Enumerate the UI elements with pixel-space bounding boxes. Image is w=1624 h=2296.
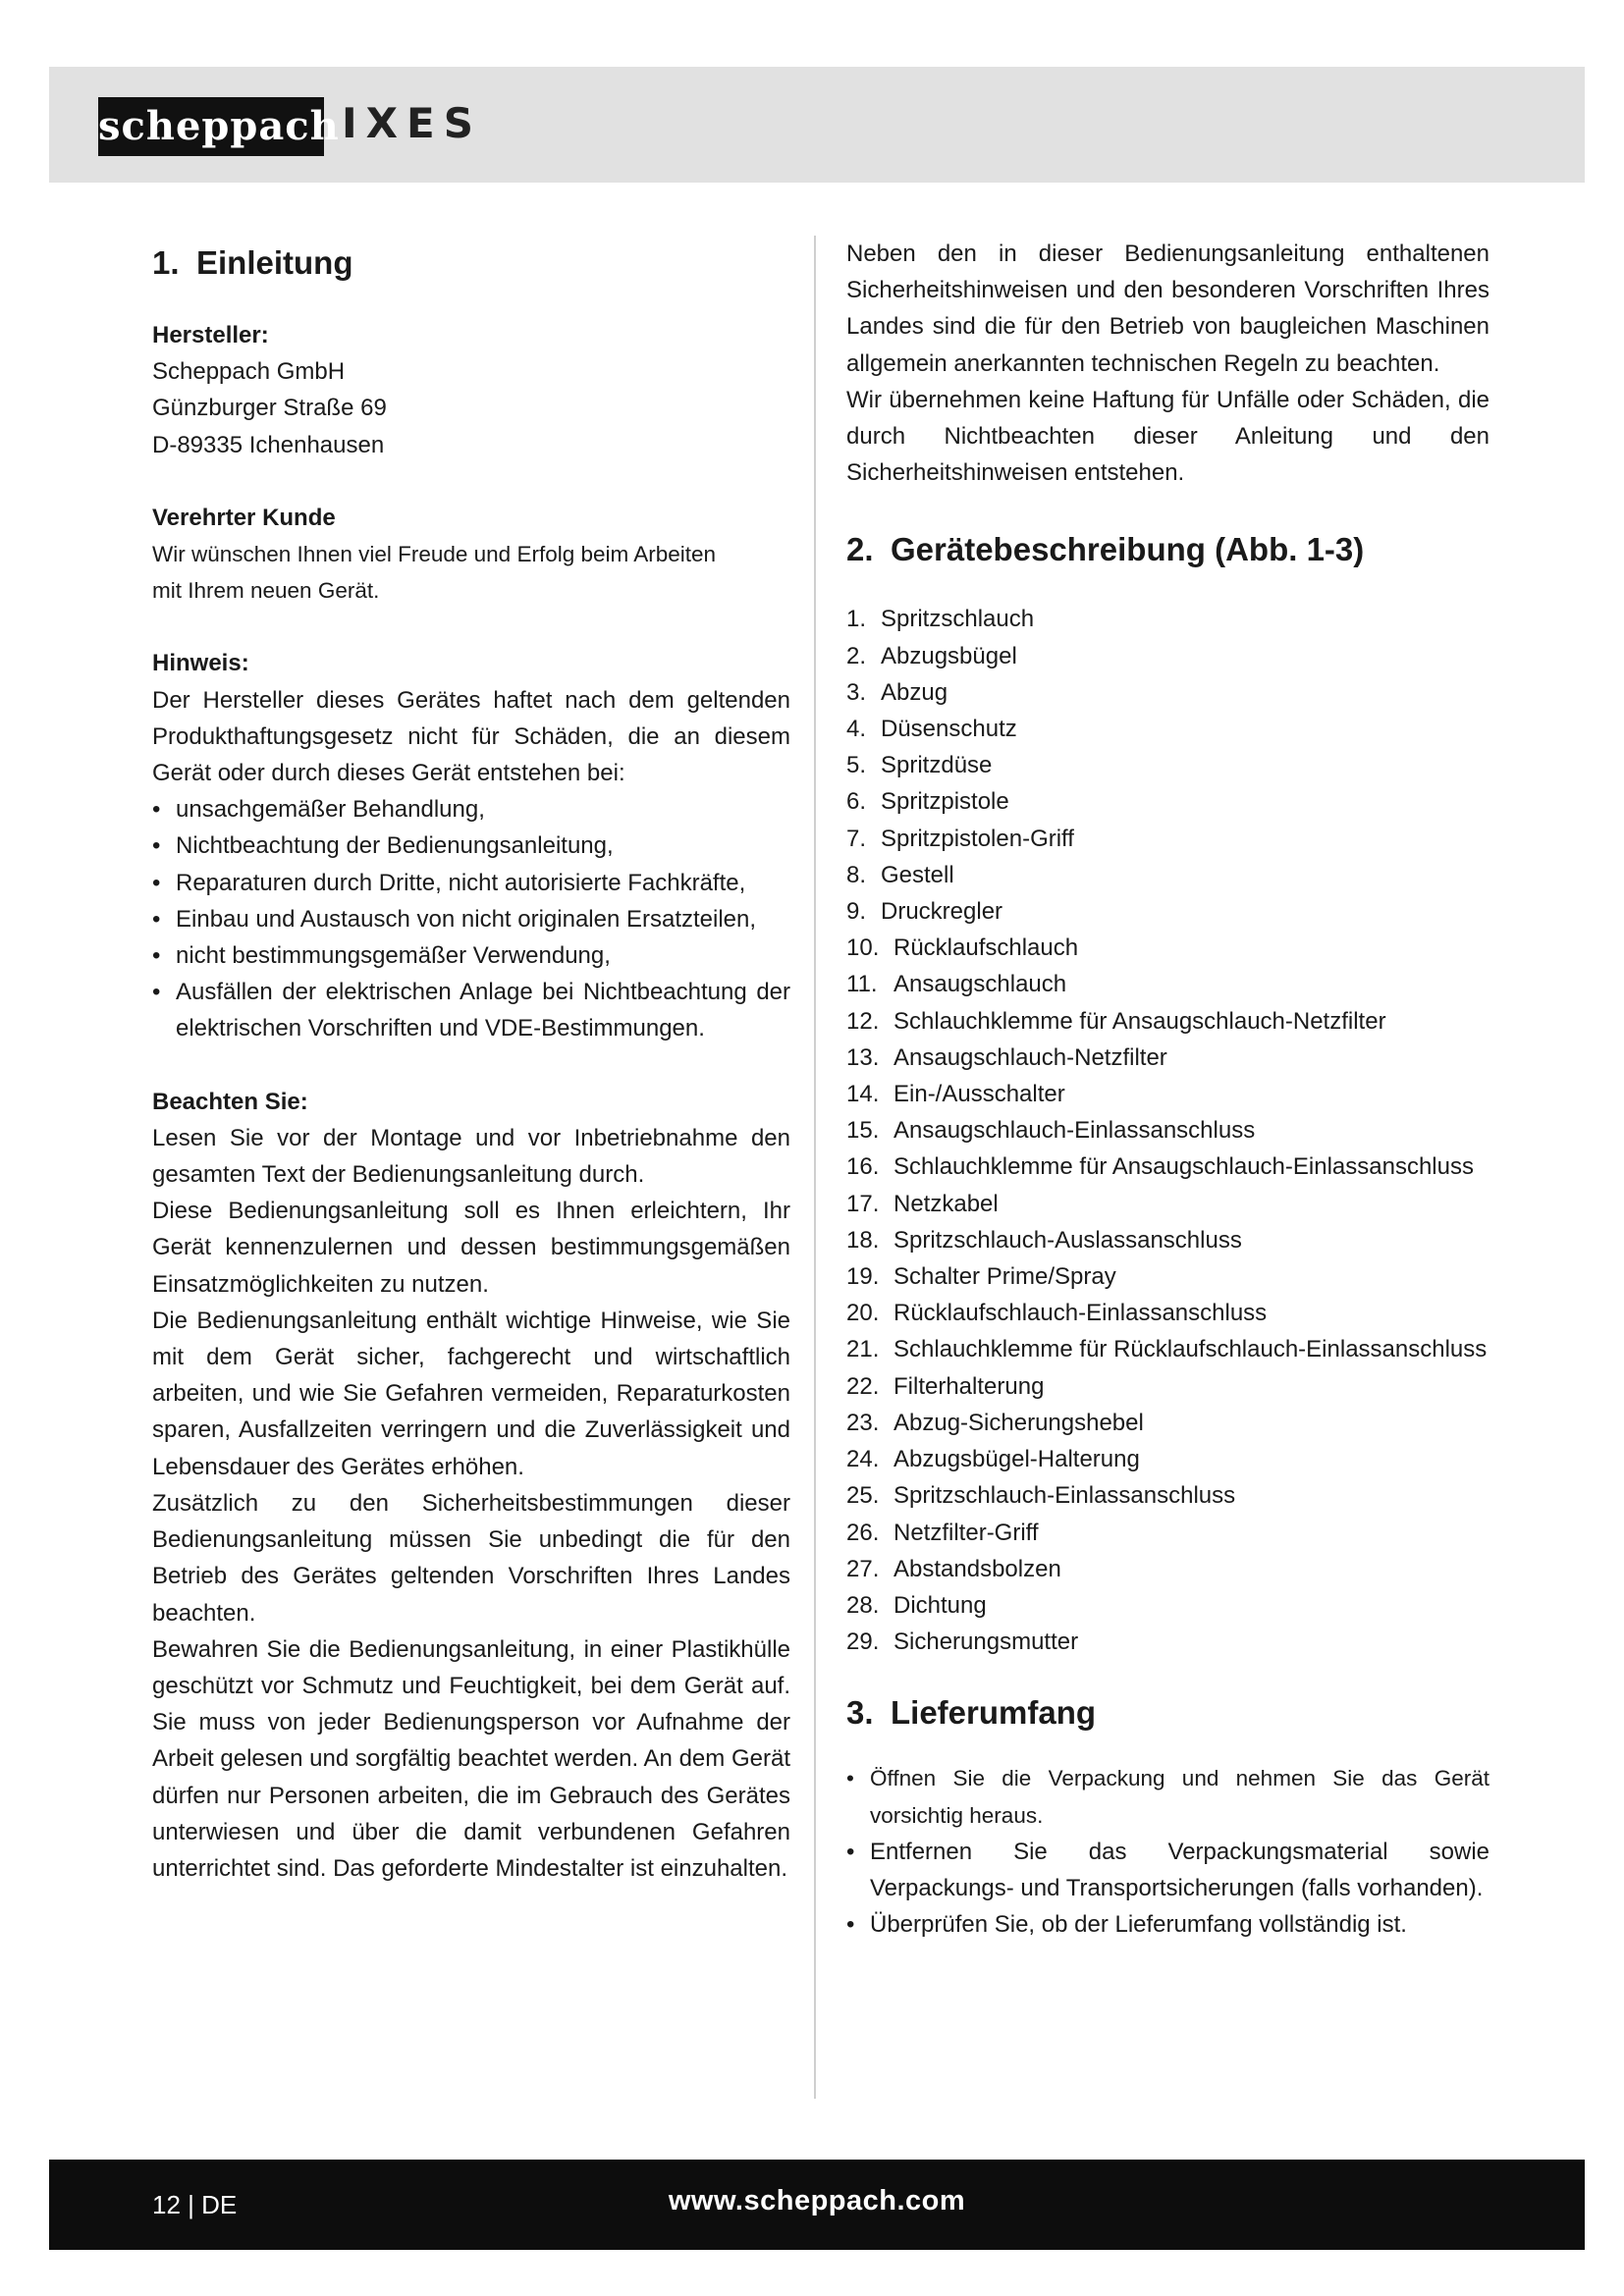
part-number: 8. <box>846 861 867 888</box>
manufacturer-line: D-89335 Ichenhausen <box>152 431 385 458</box>
attention-paragraph: Lesen Sie vor der Montage und vor Inbetriebnahme den gesamten Text der Bedienungsanleitung durch. <box>152 1124 790 1189</box>
part-name: Schalter Prime/Spray <box>893 1263 1116 1291</box>
part-number: 7. <box>846 825 867 852</box>
left-column <box>152 236 790 1887</box>
intro-paragraph: Neben den in dieser Bedienungsanleitung enthaltenen Sicherheitshinweisen und den besonderen Vorschriften Ihres Landes sind die für den Betrieb von baugleichen Maschinen allgemein anerkannten technischen Regeln zu beachten. <box>846 240 1489 377</box>
section-3-title: Lieferumfang <box>891 1694 1097 1732</box>
part-number: 9. <box>846 898 867 926</box>
attention-paragraph: Bewahren Sie die Bedienungsanleitung, in einer Plastikhülle geschützt vor Schmutz und Feuchtigkeit, bei dem Gerät auf. Sie muss von jeder Bedienungsperson vor Aufnahme der Arbeit gelesen und sorgfältig beachtet werden. An dem Gerät dürfen nur Personen arbeiten, die im Gebrauch des Gerätes unterwiesen und über die damit verbundenen Gefahren unterrichtet sind. Das geforderte Mindestalter ist einzuhalten. <box>152 1635 790 1882</box>
part-name: Dichtung <box>893 1591 987 1619</box>
part-number: 20. <box>846 1300 880 1327</box>
part-name: Rücklaufschlauch <box>893 934 1079 962</box>
list-item <box>846 1477 1489 1514</box>
part-number: 18. <box>846 1226 880 1254</box>
list-item: • Reparaturen durch Dritte, nicht autorisierte Fachkräfte, <box>152 865 790 901</box>
list-item: • unsachgemäßer Behandlung, <box>152 791 790 828</box>
section-3-heading <box>846 1691 1489 1735</box>
list-item <box>846 711 1489 747</box>
list-item <box>846 893 1489 930</box>
section-2-number: 2. <box>846 531 874 568</box>
section-3-number: 3. <box>846 1694 874 1732</box>
part-name: Netzfilter-Griff <box>893 1519 1039 1546</box>
part-number: 16. <box>846 1153 880 1181</box>
section-1-title: Einleitung <box>196 244 353 281</box>
list-item <box>846 1331 1489 1367</box>
part-name: Filterhalterung <box>893 1372 1045 1400</box>
list-item <box>846 1148 1489 1185</box>
part-name: Abzugsbügel-Halterung <box>893 1446 1140 1473</box>
list-item: • Entfernen Sie das Verpackungsmaterial sowie Verpackungs- und Transportsicherungen (falls vorhanden). <box>846 1834 1489 1906</box>
part-name: Ein-/Ausschalter <box>893 1081 1065 1108</box>
part-name: Düsenschutz <box>881 716 1017 743</box>
part-name: Abzugsbügel <box>881 642 1017 669</box>
part-number: 14. <box>846 1081 880 1108</box>
list-item: • Einbau und Austausch von nicht originalen Ersatzteilen, <box>152 901 790 937</box>
part-number: 5. <box>846 752 867 779</box>
part-name: Spritzpistole <box>881 788 1009 816</box>
page-number-label: 12 | DE <box>152 2190 238 2219</box>
part-number: 4. <box>846 716 867 743</box>
part-name: Abzug <box>881 678 948 706</box>
page-header <box>49 67 1585 183</box>
list-item <box>846 1112 1489 1148</box>
part-name: Netzkabel <box>893 1190 999 1217</box>
list-item: • nicht bestimmungsgemäßer Verwendung, <box>152 937 790 974</box>
part-name: Spritzschlauch-Einlassanschluss <box>893 1482 1236 1510</box>
note-bullet-list <box>152 791 790 1046</box>
list-item <box>846 638 1489 674</box>
list-item: • Ausfällen der elektrischen Anlage bei Nichtbeachtung der elektrischen Vorschriften und VDE-Bestimmungen. <box>152 974 790 1046</box>
list-item <box>846 821 1489 857</box>
part-number: 11. <box>846 971 878 998</box>
note-heading: Hinweis: <box>152 650 249 677</box>
list-item <box>846 1040 1489 1076</box>
scheppach-logo: scheppach <box>98 97 324 156</box>
list-item <box>846 1186 1489 1222</box>
page-number: 12 <box>152 2190 181 2219</box>
list-item <box>846 674 1489 711</box>
part-number: 23. <box>846 1409 880 1436</box>
part-name: Druckregler <box>881 898 1003 926</box>
part-number: 13. <box>846 1043 880 1071</box>
attention-heading: Beachten Sie: <box>152 1088 308 1115</box>
part-number: 1. <box>846 606 867 633</box>
list-item <box>846 1551 1489 1587</box>
manufacturer-line: Scheppach GmbH <box>152 358 346 386</box>
list-item <box>846 1295 1489 1331</box>
list-item <box>846 1368 1489 1405</box>
part-name: Gestell <box>881 861 954 888</box>
part-name: Spritzschlauch-Auslassanschluss <box>893 1226 1242 1254</box>
part-name: Spritzpistolen-Griff <box>881 825 1074 852</box>
part-name: Ansaugschlauch-Einlassanschluss <box>893 1117 1256 1145</box>
part-number: 2. <box>846 642 867 669</box>
part-number: 6. <box>846 788 867 816</box>
attention-paragraph: Zusätzlich zu den Sicherheitsbestimmungen dieser Bedienungsanleitung müssen Sie unbedingt die für den Betrieb des Gerätes geltenden Vorschriften Ihres Landes beachten. <box>152 1489 790 1627</box>
delivery-bullet-list <box>846 1760 1489 1943</box>
manufacturer-heading: Hersteller: <box>152 322 269 348</box>
list-item <box>846 1515 1489 1551</box>
list-item <box>846 857 1489 893</box>
section-1-heading <box>152 241 790 285</box>
language-code: DE <box>201 2190 238 2219</box>
part-name: Spritzdüse <box>881 752 993 779</box>
part-number: 25. <box>846 1482 880 1510</box>
part-number: 10. <box>846 934 880 962</box>
part-name: Abzug-Sicherungshebel <box>893 1409 1144 1436</box>
intro-paragraph: Wir übernehmen keine Haftung für Unfälle oder Schäden, die durch Nichtbeachten dieser Anleitung und den Sicherheitshinweisen entstehen. <box>846 386 1489 487</box>
list-item <box>846 1258 1489 1295</box>
right-column <box>846 236 1489 1943</box>
part-number: 19. <box>846 1263 880 1291</box>
part-number: 26. <box>846 1519 880 1546</box>
manufacturer-line: Günzburger Straße 69 <box>152 395 387 422</box>
section-2-heading <box>846 528 1489 571</box>
list-item <box>846 966 1489 1002</box>
list-item <box>846 1076 1489 1112</box>
part-name: Spritzschlauch <box>881 606 1035 633</box>
list-item <box>846 930 1489 966</box>
section-1-number: 1. <box>152 244 180 281</box>
part-name: Schlauchklemme für Rücklaufschlauch-Einlassanschluss <box>893 1336 1488 1363</box>
part-number: 27. <box>846 1555 880 1582</box>
part-name: Schlauchklemme für Ansaugschlauch-Netzfilter <box>893 1007 1386 1035</box>
part-number: 15. <box>846 1117 880 1145</box>
list-item <box>846 1624 1489 1660</box>
part-number: 28. <box>846 1591 880 1619</box>
part-name: Abstandsbolzen <box>893 1555 1061 1582</box>
column-divider <box>814 236 816 2099</box>
part-number: 3. <box>846 678 867 706</box>
attention-paragraph: Diese Bedienungsanleitung soll es Ihnen erleichtern, Ihr Gerät kennenzulernen und dessen bestimmungsgemäßen Einsatzmöglichkeiten zu nutzen. <box>152 1198 790 1298</box>
part-name: Ansaugschlauch <box>893 971 1067 998</box>
list-item <box>846 747 1489 783</box>
list-item <box>846 1222 1489 1258</box>
parts-list <box>846 601 1489 1660</box>
list-item <box>846 1441 1489 1477</box>
part-number: 17. <box>846 1190 880 1217</box>
part-name: Sicherungsmutter <box>893 1629 1079 1656</box>
list-item <box>846 1405 1489 1441</box>
section-2-title: Gerätebeschreibung (Abb. 1-3) <box>891 531 1365 568</box>
customer-heading: Verehrter Kunde <box>152 504 336 531</box>
part-name: Ansaugschlauch-Netzfilter <box>893 1043 1167 1071</box>
list-item: • Öffnen Sie die Verpackung und nehmen Sie das Gerät vorsichtig heraus. <box>846 1760 1489 1833</box>
list-item: • Überprüfen Sie, ob der Lieferumfang vollständig ist. <box>846 1906 1489 1943</box>
ixes-logo: IXES <box>342 99 482 147</box>
part-number: 21. <box>846 1336 880 1363</box>
customer-text: Wir wünschen Ihnen viel Freude und Erfolg beim Arbeiten mit Ihrem neuen Gerät. <box>152 542 717 604</box>
list-item <box>846 1003 1489 1040</box>
part-number: 22. <box>846 1372 880 1400</box>
attention-paragraph: Die Bedienungsanleitung enthält wichtige Hinweise, wie Sie mit dem Gerät sicher, fachgerecht und wirtschaftlich arbeiten, und wie Sie Gefahren vermeiden, Reparaturkosten sparen, Ausfallzeiten verringern und die Zuverlässigkeit und Lebensdauer des Gerätes erhöhen. <box>152 1307 790 1480</box>
list-item <box>846 783 1489 820</box>
part-number: 12. <box>846 1007 880 1035</box>
part-name: Schlauchklemme für Ansaugschlauch-Einlassanschluss <box>893 1153 1474 1181</box>
list-item <box>846 601 1489 637</box>
note-text: Der Hersteller dieses Gerätes haftet nach dem geltenden Produkthaftungsgesetz nicht für Schäden, die an diesem Gerät oder durch dieses Gerät entstehen bei: <box>152 686 790 787</box>
list-item <box>846 1587 1489 1624</box>
part-number: 29. <box>846 1629 880 1656</box>
website-link[interactable]: www.scheppach.com <box>668 2185 966 2216</box>
part-name: Rücklaufschlauch-Einlassanschluss <box>893 1300 1268 1327</box>
part-number: 24. <box>846 1446 880 1473</box>
page-footer <box>49 2160 1585 2250</box>
list-item: • Nichtbeachtung der Bedienungsanleitung, <box>152 828 790 864</box>
